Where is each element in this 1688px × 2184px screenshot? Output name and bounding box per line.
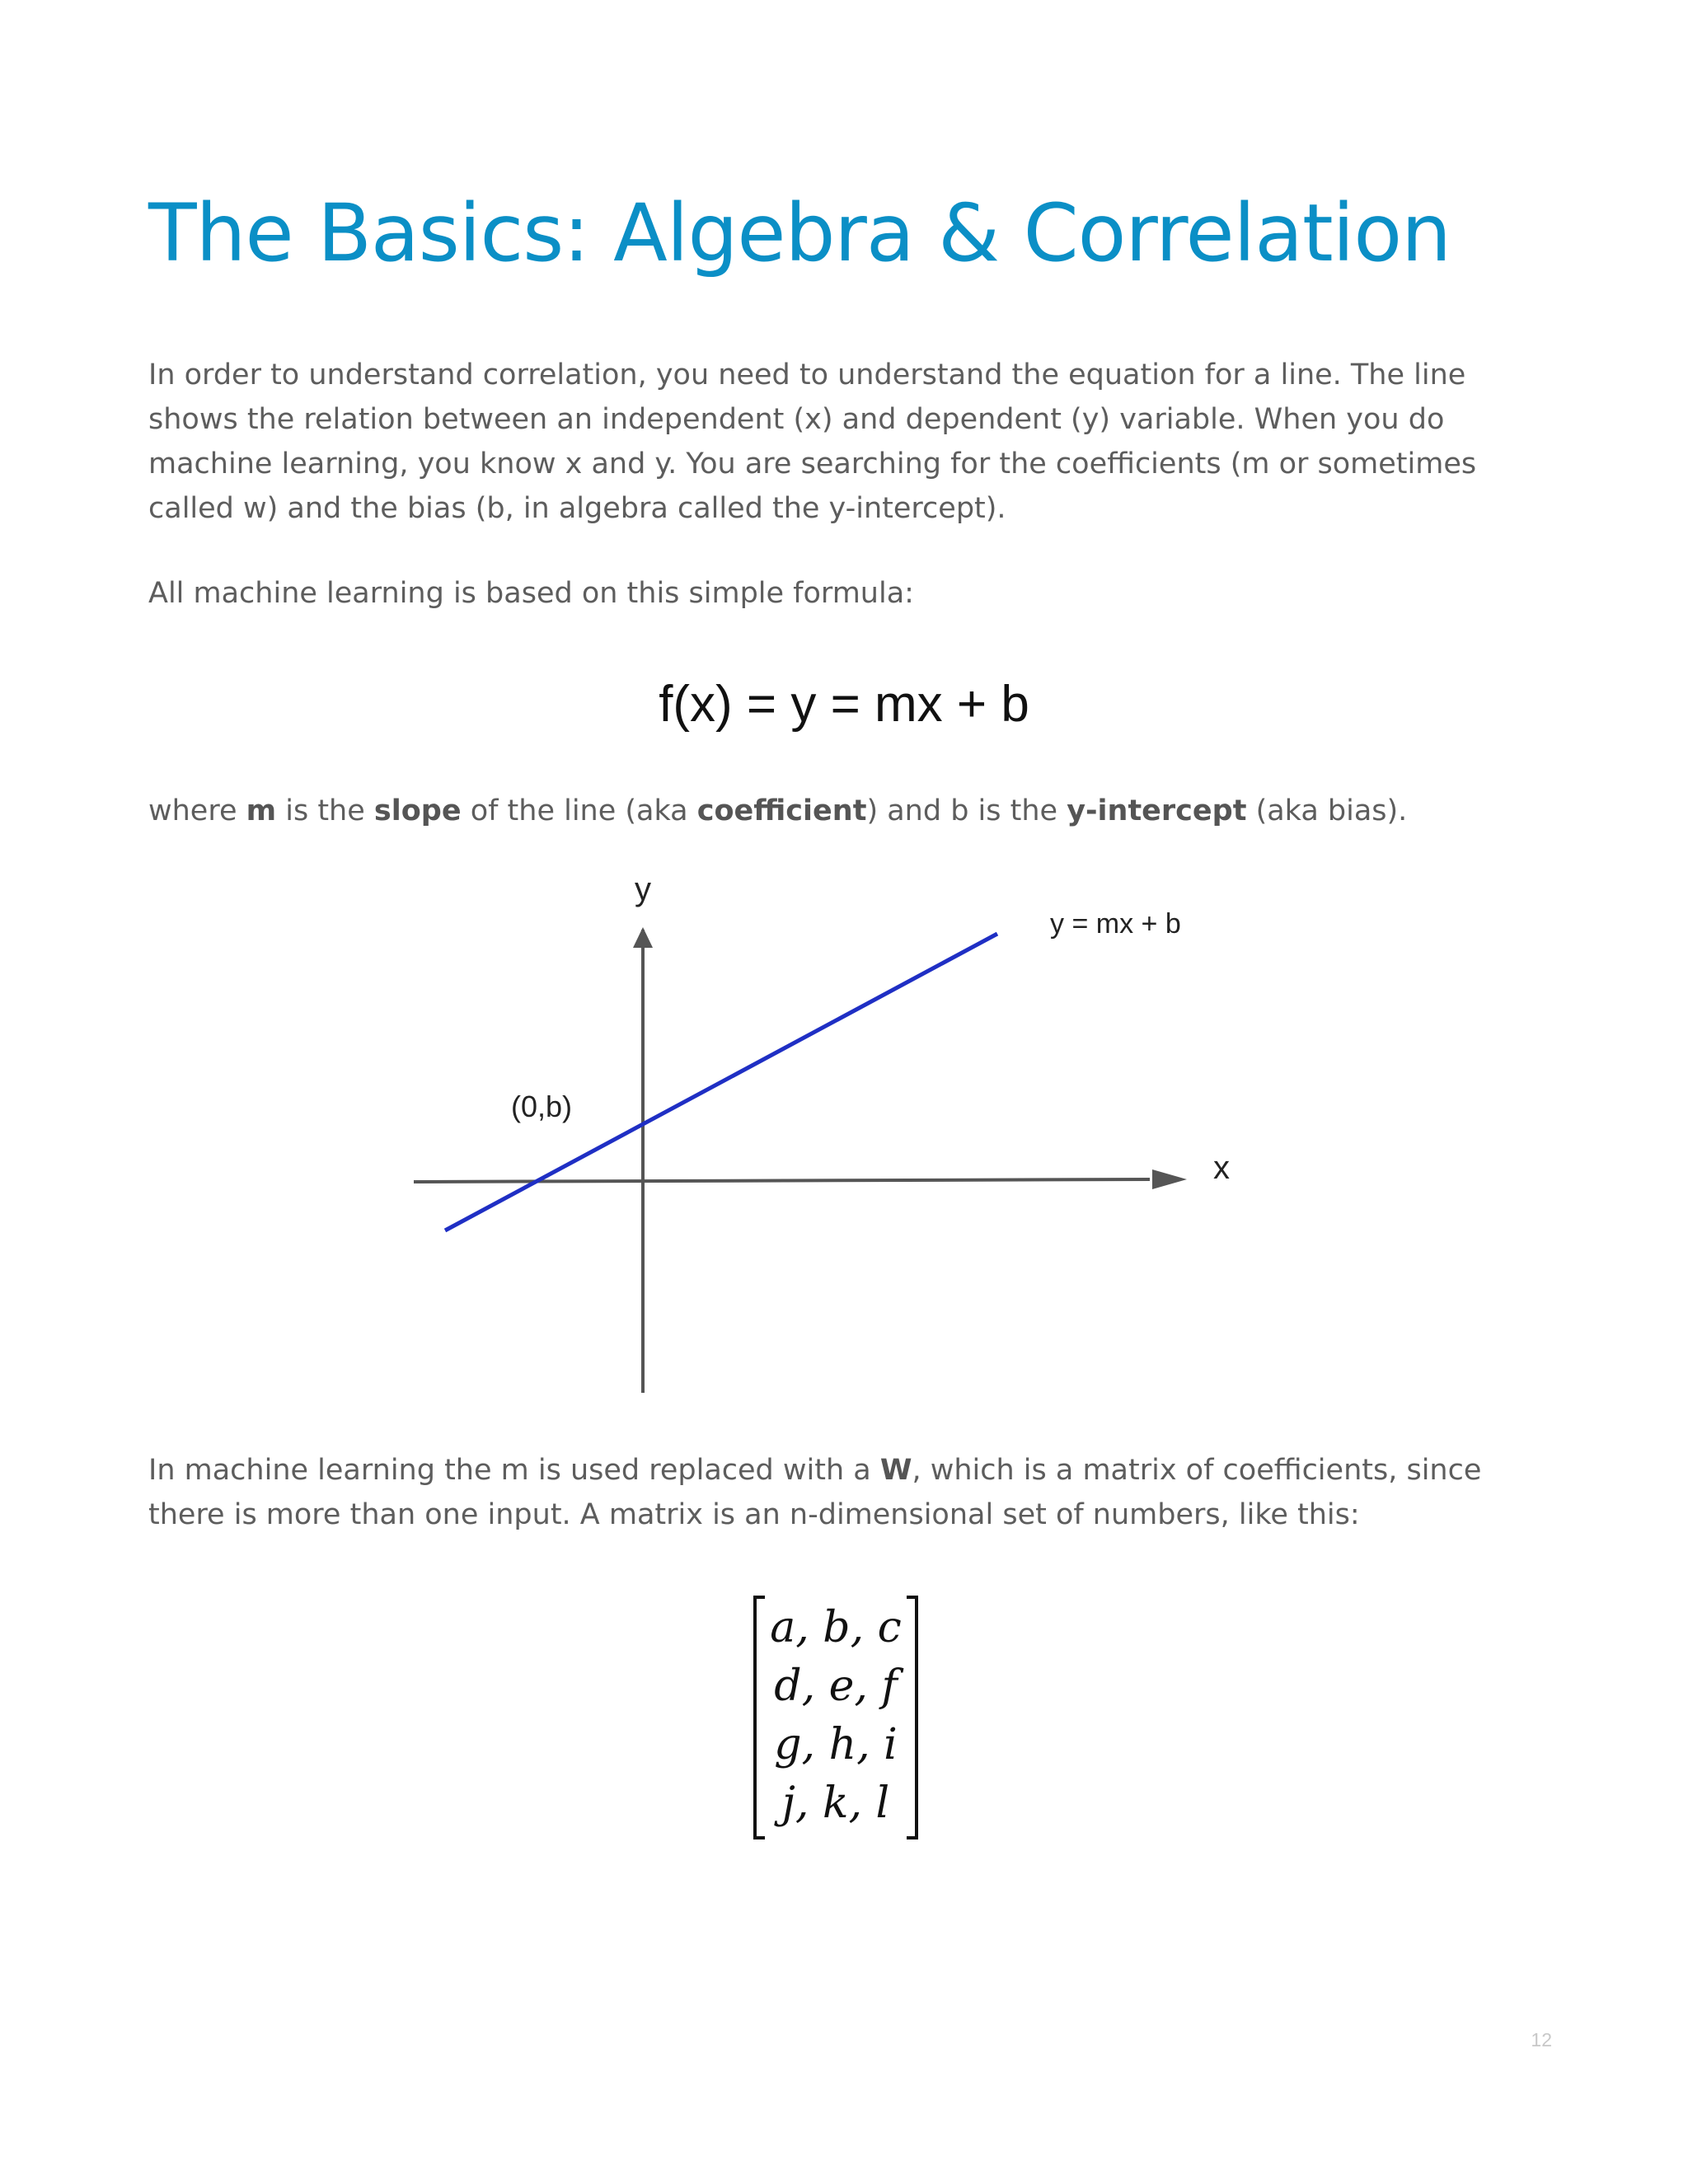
page-number: 12 <box>1531 2029 1552 2050</box>
line-formula: f(x) = y = mx + b <box>659 676 1029 733</box>
text-run: ) and b is the <box>866 794 1067 827</box>
y-axis-arrow <box>633 927 653 948</box>
text-run: (aka bias). <box>1246 794 1408 827</box>
right-bracket <box>907 1597 917 1838</box>
formula-intro-paragraph: All machine learning is based on this simple formula: <box>148 577 914 610</box>
example-matrix <box>742 1591 948 1854</box>
intro-paragraph: In order to understand correlation, you need to understand the equation for a line. The line shows the relation between an independent (x) and dependent (y) variable. When you do machine learning, you know x and y. You are searching for the coefficients (m or sometimes called w) and the bias (b, in algebra called the y-intercept). <box>148 359 1477 525</box>
matrix-row: j, k, l <box>781 1779 890 1828</box>
matrix-row: g, h, i <box>774 1720 898 1769</box>
text-run: , which is a matrix of coefficients, since there is more than one input. A matrix is an n-dimensional set of numbers, like this: <box>148 1454 1482 1531</box>
text-run: where <box>148 794 246 827</box>
text-run: of the line (aka <box>461 794 697 827</box>
matrix-row: d, e, f <box>774 1661 898 1711</box>
intercept-label: (0,b) <box>511 1090 573 1123</box>
regression-line <box>445 934 997 1230</box>
bold-term-w: W <box>879 1454 912 1487</box>
bold-term-coefficient: coefficient <box>696 794 867 827</box>
x-axis-label: x <box>1213 1150 1230 1186</box>
page-title: The Basics: Algebra & Correlation <box>148 187 1451 279</box>
x-axis-arrow <box>1152 1169 1187 1189</box>
slope-explanation-paragraph <box>148 789 1550 833</box>
bold-term-slope: slope <box>373 794 462 827</box>
left-bracket <box>755 1597 765 1838</box>
matrix-row: a, b, c <box>770 1603 902 1652</box>
bold-term-m: m <box>246 794 277 827</box>
x-axis <box>414 1179 1150 1182</box>
bold-term-y-intercept: y-intercept <box>1067 794 1247 827</box>
line-equation-label: y = mx + b <box>1050 908 1181 940</box>
text-run: is the <box>276 794 374 827</box>
line-graph-diagram <box>396 865 1236 1409</box>
text-run: In machine learning the m is used replaced with a <box>148 1454 880 1487</box>
y-axis-label: y <box>635 871 651 907</box>
matrix-explanation-paragraph <box>148 1448 1550 1537</box>
